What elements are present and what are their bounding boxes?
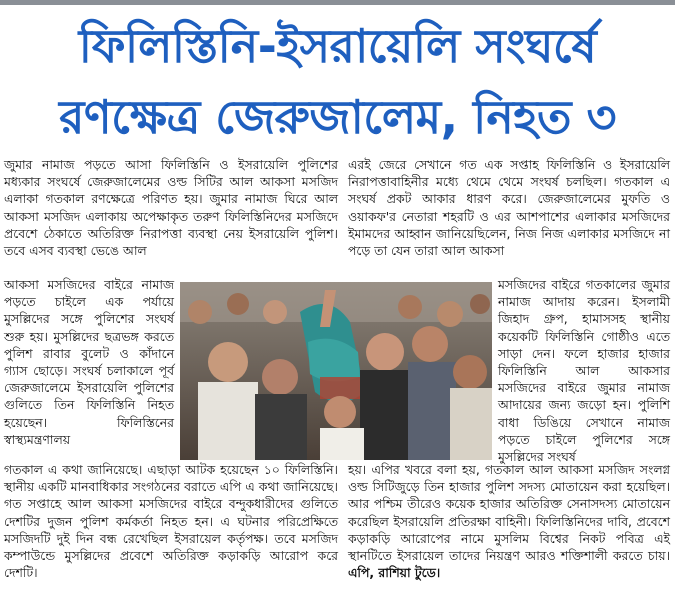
- crowd-photo-illustration: [180, 282, 492, 460]
- column-1-bottom: [4, 461, 338, 581]
- column-1-side: [4, 276, 174, 448]
- column-2-bottom: [348, 461, 670, 581]
- column-2-bottom-paragraph: [348, 461, 670, 581]
- news-photo: [180, 282, 492, 460]
- column-1-bottom-text: গতকাল এ কথা জানিয়েছে। এছাড়া আটক হয়েছেন ১০ ফিলিস্তিনি। স্থানীয় একটি মানবাধিকার সংগঠনের বরাতে এপি এ কথা জানিয়েছে। গত সপ্তাহে আল আকসা মসজিদের বাইরে বন্দুকধারীদের গুলিতে দেশটির দুজন পুলিশ কর্মকর্তা নিহত হন। এ ঘটনার পরিপ্রেক্ষিতে মসজিদটি দুই দিন বন্ধ রেখেছিল ইসরায়েল কর্তৃপক্ষ। তবে মসজিদ কম্পাউন্ডে মুসল্লিদের প্রবেশে অতিরিক্ত কড়াকড়ি আরোপ করে দেশটি।: [4, 462, 338, 581]
- column-2-top: [348, 156, 670, 259]
- headline-line-2: রণক্ষেত্র জেরুজালেম, নিহত ৩: [59, 90, 616, 144]
- column-2-side: [498, 276, 670, 465]
- column-1-top: [4, 156, 338, 259]
- column-1-side-text: আকসা মসজিদের বাইরে নামাজ পড়তে চাইলে এক পর্যায়ে মুসল্লিদের সঙ্গে পুলিশের সংঘর্ষ শুরু হয়। মুসল্লিদের ছত্রভঙ্গ করতে পুলিশ রাবার বুলেট ও কাঁদানে গ্যাস ছোড়ে। সংঘর্ষ চলাকালে পূর্ব জেরুজালেমে ইসরায়েলি পুলিশের গুলিতে তিন ফিলিস্তিনি নিহত হয়েছেন। ফিলিস্তিনের স্বাস্থ্যমন্ত্রণালয়: [4, 277, 174, 447]
- column-1-top-text: জুমার নামাজ পড়তে আসা ফিলিস্তিনি ও ইসরায়েলি পুলিশের মধ্যকার সংঘর্ষে জেরুজালেমের ওল্ড সিটির আল আকসা মসজিদ এলাকা গতকাল রণক্ষেত্রে পরিণত হয়। জুমার নামাজ ঘিরে আল আকসা মসজিদ এলাকায় অপেক্ষাকৃত তরুণ ফিলিস্তিনিদের মসজিদে প্রবেশে ঠেকাতে অতিরিক্ত নিরাপত্তা ব্যবস্থা নেয় ইসরায়েলি পুলিশ। তবে এসব ব্যবস্থা ভেঙে আল: [4, 157, 338, 259]
- column-2-top-text: এরই জেরে সেখানে গত এক সপ্তাহ ফিলিস্তিনি ও ইসরায়েলি নিরাপত্তাবাহিনীর মধ্যে থেমে থেমে সংঘর্ষ চলছিল। গতকাল এ সংঘর্ষ প্রকট আকার ধারণ করে। জেরুজালেমের মুফতি ও ওয়াকফ'র নেতারা শহরটি ও এর আশপাশের এলাকার মসজিদের ইমামদের আহ্বান জানিয়েছিলেন, নিজ নিজ এলাকার মসজিদে না পড়ে তা যেন তারা আল আকসা: [348, 157, 670, 259]
- source-signature: এপি, রাশিয়া টুডে।: [348, 565, 441, 581]
- headline-line-1: ফিলিস্তিনি-ইসরায়েলি সংঘর্ষে: [78, 19, 597, 73]
- top-rule: [0, 0, 675, 5]
- column-2-side-text: মসজিদের বাইরে গতকালের জুমার নামাজ আদায় করেন। ইসলামী জিহাদ গ্রুপ, হামাসসহ স্থানীয় কয়েকটি ফিলিস্তিনি গোষ্ঠীও এতে সাড়া দেন। ফলে হাজার হাজার ফিলিস্তিনি আল আকসার মসজিদের বাইরে জুমার নামাজ আদায়ের জন্য জড়ো হন। পুলিশি বাধা ডিঙিয়ে সেখানে নামাজ পড়তে চাইলে পুলিশের সঙ্গে মুসল্লিদের সংঘর্ষ: [498, 277, 670, 465]
- column-2-bottom-text: হয়। এপির খবরে বলা হয়, গতকাল আল আকসা মসজিদ সংলগ্ন ওল্ড সিটিজুড়ে তিন হাজার পুলিশ সদস্য মোতায়েন করা হয়েছিল। আর পশ্চিম তীরেও কয়েক হাজার অতিরিক্ত সেনাসদস্য মোতায়েন করেছিল ইসরায়েলি প্রতিরক্ষা বাহিনী। ফিলিস্তিনিদের দাবি, প্রবেশে কড়াকড়ি আরোপের নামে মুসলিম বিশ্বের নিকট পবিত্র এই স্থানটিতে ইসরায়েল তাদের নিয়ন্ত্রণ আরও শক্তিশালী করতে চায়।: [348, 462, 670, 564]
